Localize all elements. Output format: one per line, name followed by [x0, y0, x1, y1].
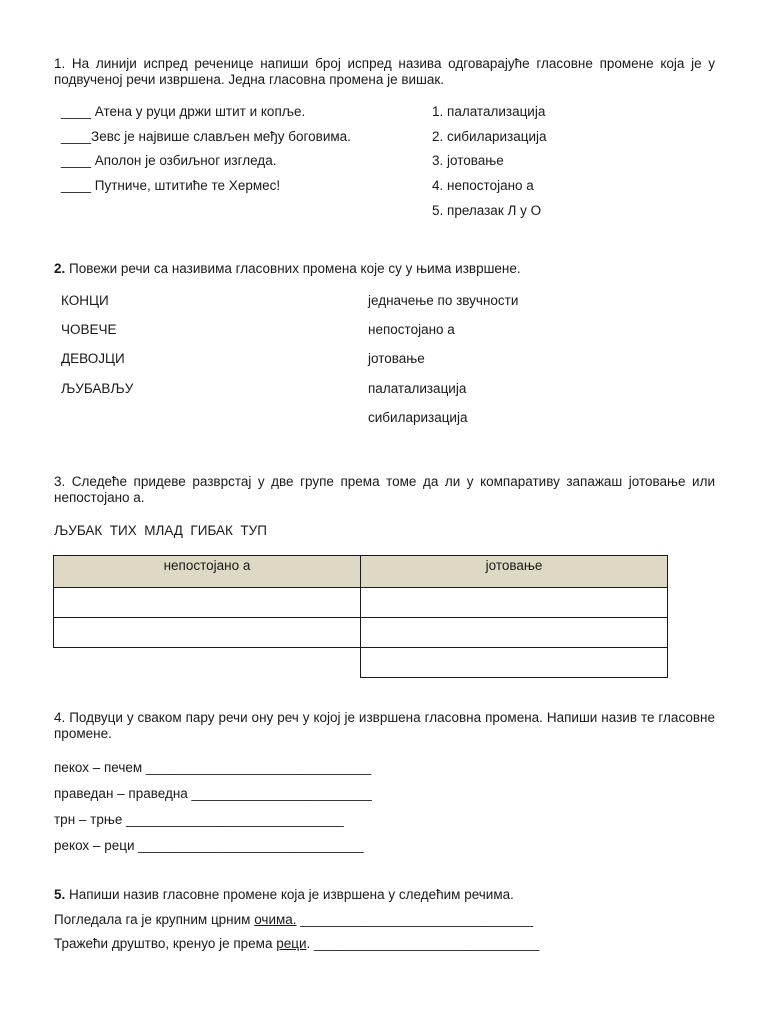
sentence-text: Атена у руци држи штит и копље. — [91, 104, 306, 119]
task1-sentence — [61, 153, 276, 169]
task2-change: једначење по звучности — [368, 293, 519, 308]
sentence-text: Путниче, штитиће те Хермес! — [91, 178, 281, 193]
task2-number: 2. — [54, 261, 66, 276]
table-header-cell: непостојано а — [54, 556, 361, 588]
answer-cell[interactable] — [54, 588, 361, 618]
task4-instruction: 4. Подвуци у сваком пару речи ону реч у којој је извршена гласовна промена. Напиши назив те гласовне промене. — [54, 710, 715, 741]
underlined-word: реци — [276, 936, 307, 951]
answer-blank[interactable]: ____ — [61, 104, 92, 119]
task4-pair[interactable]: пекох – печем ______________________________ — [54, 760, 372, 775]
task1-option: 5. прелазак Л у О — [432, 203, 542, 218]
task1-option: 4. непостојано а — [432, 178, 534, 193]
task4-pair[interactable]: трн – трње _____________________________ — [54, 812, 344, 827]
task1-instruction: 1. На линији испред реченице напиши број испред назива одговарајуће гласовне промене која је у подвученој речи извршена. Једна гласовна промена је вишак. — [54, 56, 715, 87]
task1-sentence — [61, 178, 280, 194]
task5-sentence[interactable] — [54, 936, 539, 952]
task4-pair[interactable]: праведан – праведна ________________________ — [54, 786, 372, 801]
answer-line[interactable]: _______________________________ — [296, 912, 534, 927]
task2-instruction-text: Повежи речи са називима гласовних промена које су у њима извршене. — [65, 261, 521, 276]
task1-option: 1. палатализација — [432, 104, 546, 119]
task2-change: јотовање — [368, 351, 425, 366]
task2-word: КОНЦИ — [61, 293, 109, 308]
sentence-text: Тражећи друштво, кренуо је према — [54, 936, 277, 951]
underlined-word: очима. — [254, 912, 297, 927]
task5-number: 5. — [54, 887, 66, 902]
task1-option: 3. јотовање — [432, 153, 504, 168]
task3-grouping-table — [53, 555, 668, 678]
task2-word: ЉУБАВЉУ — [61, 381, 134, 396]
sentence-text: Аполон је озбиљног изгледа. — [91, 153, 277, 168]
task4-pair[interactable]: рекох – реци ______________________________ — [54, 838, 364, 853]
sentence-text: Погледала га је крупним црним — [54, 912, 255, 927]
answer-cell[interactable] — [361, 588, 668, 618]
table-header-cell: јотовање — [361, 556, 668, 588]
sentence-text: Зевс је највише слављен међу боговима. — [91, 129, 351, 144]
answer-cell[interactable] — [361, 648, 668, 678]
answer-blank[interactable]: ____ — [61, 178, 92, 193]
task3-adjectives: ЉУБАК ТИХ МЛАД ГИБАК ТУП — [54, 523, 267, 538]
task2-change: палатализација — [368, 381, 467, 396]
task2-change: сибиларизација — [368, 410, 468, 425]
task1-sentence — [61, 104, 305, 120]
answer-cell[interactable] — [54, 618, 361, 648]
empty-cell — [54, 648, 361, 678]
task5-sentence[interactable] — [54, 912, 533, 928]
answer-line[interactable]: . ______________________________ — [306, 936, 540, 951]
answer-cell[interactable] — [361, 618, 668, 648]
task5-instruction — [54, 887, 514, 903]
task1-sentence — [61, 129, 351, 145]
task3-instruction: 3. Следеће придеве разврстај у две групе према томе да ли у компаративу запажаш јотовање или непостојано а. — [54, 474, 715, 505]
task2-instruction — [54, 261, 521, 277]
task2-change: непостојано а — [368, 322, 455, 337]
task1-option: 2. сибиларизација — [432, 129, 547, 144]
task2-word: ДЕВОЈЦИ — [61, 351, 125, 366]
task5-instruction-text: Напиши назив гласовне промене која је извршена у следећим речима. — [65, 887, 514, 902]
answer-blank[interactable]: ____ — [61, 129, 92, 144]
answer-blank[interactable]: ____ — [61, 153, 92, 168]
task2-word: ЧОВЕЧЕ — [61, 322, 117, 337]
